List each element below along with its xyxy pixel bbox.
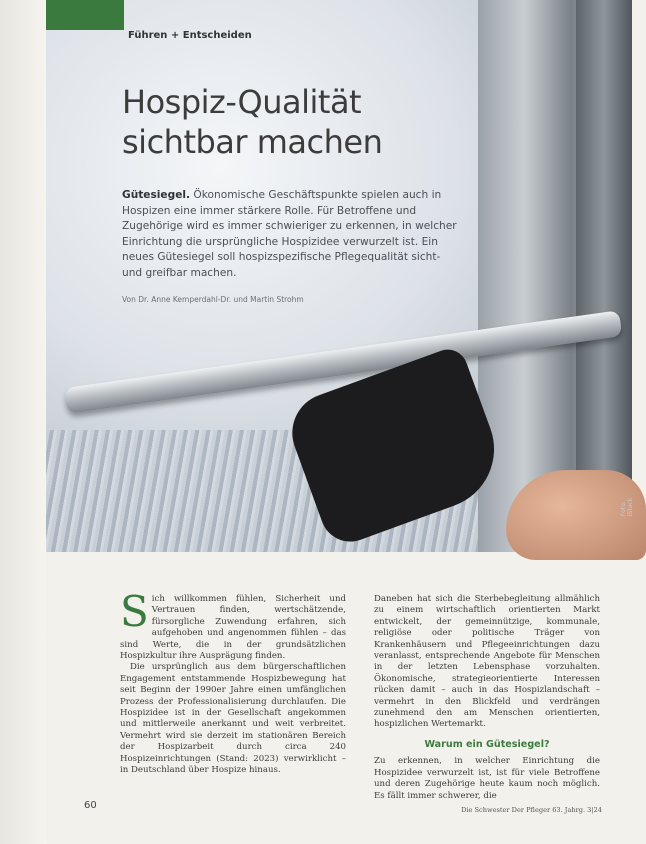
paragraph: ich willkommen fühlen, Sicherheit und Vertrauen finden, wertschätzende, fürsorgliche Zuwendung erfahren, sich aufgehoben und angenommen fühlen – das sind Werte, die in der grundsätzlichen Hospizkultur ihre Ausprägung finden. [120,594,346,662]
subheading: Warum ein Gütesiegel? [424,738,550,750]
section-label: Führen + Entscheiden [128,30,252,41]
page-edge [0,0,46,844]
body-column-right [374,594,600,802]
article-title [122,82,542,162]
lead-keyword: Gütesiegel. [122,189,191,201]
lead-text: Ökonomische Geschäftspunkte spielen auch in Hospizen eine immer stärkere Rolle. Für Betroffene und Zugehörige wird es immer schwieriger zu erkennen, in welcher Einrichtung die ursprüngliche Hospizidee verwurzelt ist. Ein neues Gütesiegel soll hospizspezifische Pflegequalität sicht- und greifbar machen. [122,189,457,279]
byline: Von Dr. Anne Kemperdahl-Dr. und Martin Strohm [122,295,304,304]
page-number: 60 [84,800,97,811]
publication-footer: Die Schwester Der Pfleger 63. Jahrg. 3|24 [461,806,602,814]
hero-photo [46,0,635,552]
photo-credit: Foto: iStock [620,497,635,517]
title-line-1: Hospiz-Qualität [122,83,362,121]
section-color-tab [46,0,124,30]
title-line-2: sichtbar machen [122,123,383,161]
paragraph: Zu erkennen, in welcher Einrichtung die Hospizidee verwurzelt ist, ist für viele Betroffene und deren Zugehörige heute kaum noch möglich. Es fällt immer schwerer, die [374,756,600,801]
body-column-left [120,587,346,777]
paragraph: Daneben hat sich die Sterbebegleitung allmählich zu einem wirtschaftlich orientierten Markt entwickelt, der gemeinnützige, kommunale, religiöse oder politische Träger von Krankenhäusern und Pflegeeinrichtungen dazu veranlasst, entsprechende Angebote für Menschen in der letzten Lebensphase vorzuhalten. Ökonomische, strategieorientierte Interessen rücken damit – auch in das Hospizlandschaft – vermehrt in den Blickfeld und verdrängen zunehmend den am Menschen orientierten, hospizlichen Wertemarkt. [374,594,600,730]
drop-cap: S [120,587,149,636]
paragraph: Die ursprünglich aus dem bürgerschaftlichen Engagement entstammende Hospizbewegung hat seit Beginn der 1990er Jahre einen umfänglichen Prozess der Professionalisierung durchlaufen. Die Hospizidee ist in der Gesellschaft angekommen und mittlerweile anerkannt und weit verbreitet. Vermehrt wird sie derzeit im stationären Bereich der Hospizarbeit durch circa 240 Hospizeinrichtungen (Stand: 2023) verwirklicht – in Deutschland über Hospize hinaus. [120,662,346,776]
article-lead [122,188,462,282]
